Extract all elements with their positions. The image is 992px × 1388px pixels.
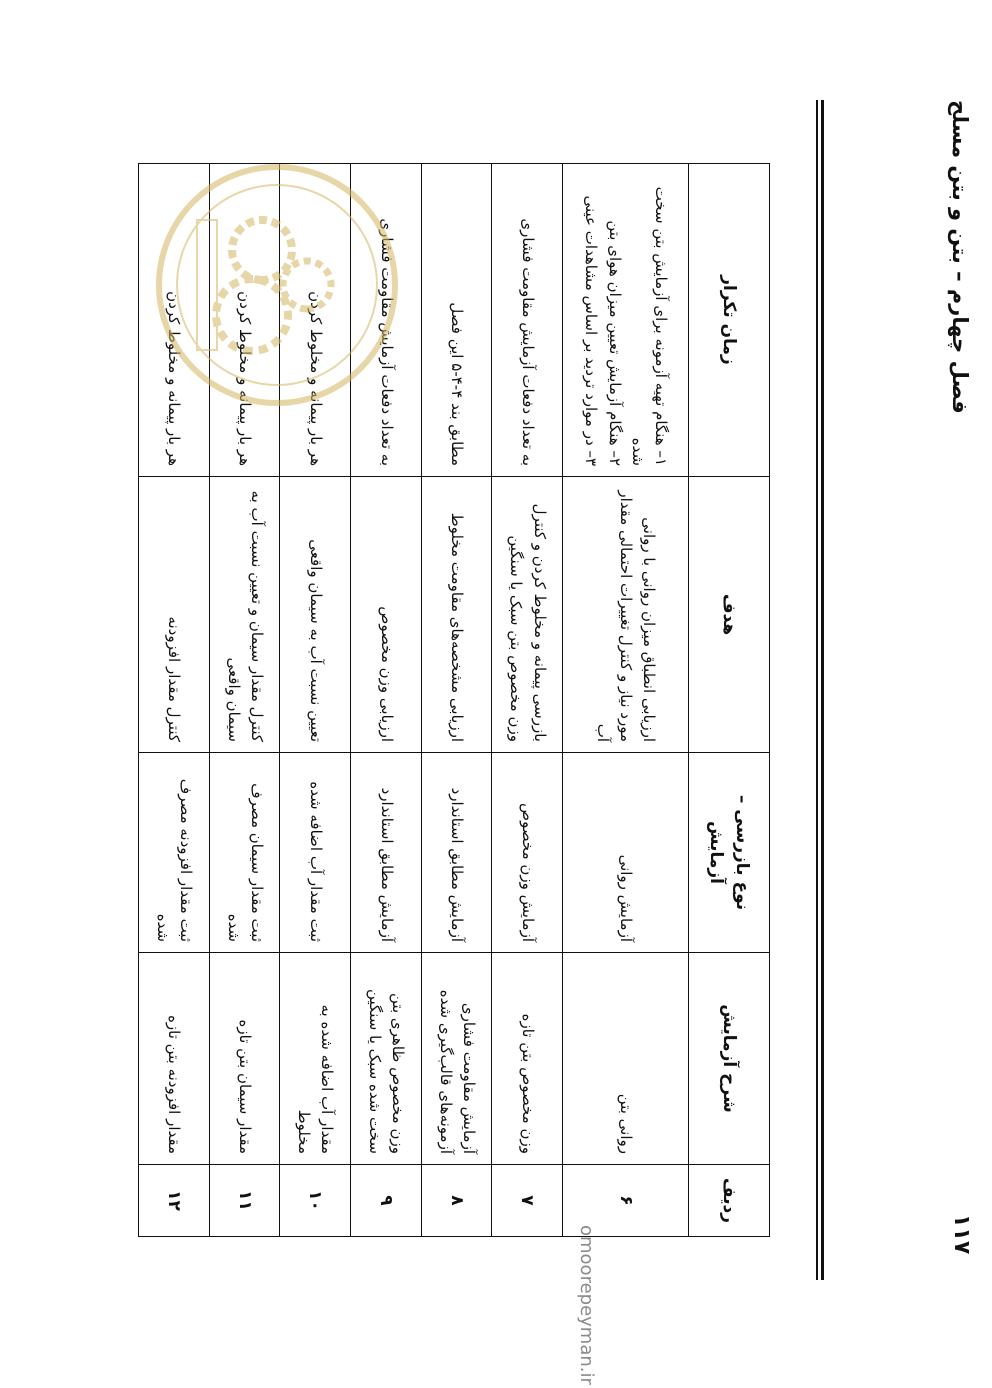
header-rule	[821, 100, 824, 1280]
frequency-cell	[421, 164, 492, 477]
frequency-line: به تعداد دفعات آزمایش مقاومت فشاری	[377, 218, 396, 466]
type-cell: آزمایش مطابق استاندارد	[351, 753, 422, 953]
header-description: شرح آزمایش	[689, 953, 770, 1165]
row-number-cell: ۸	[421, 1165, 492, 1237]
type-cell: ثبت مقدار آب اضافه شده	[280, 753, 351, 953]
row-number-cell: ۹	[351, 1165, 422, 1237]
goal-cell: کنترل مقدار افزودنه	[139, 477, 210, 753]
table-row	[563, 164, 689, 1237]
description-cell: وزن مخصوص ظاهری بتن سخت شده سبک یا سنگین	[351, 953, 422, 1165]
goal-cell: تعیین نسبت آب به سیمان واقعی	[280, 477, 351, 753]
description-cell: مقدار آب اضافه شده به مخلوط	[280, 953, 351, 1165]
header-type: نوع بازرسی – آزمایش	[689, 753, 770, 953]
goal-cell: ارزیابی مشخصه‌های مقاومت مخلوط	[421, 477, 492, 753]
frequency-line: هر بار پیمانه و مخلوط کردن	[236, 291, 255, 466]
header-row-number: ردیف	[689, 1165, 770, 1237]
frequency-cell	[563, 164, 689, 477]
type-cell: آزمایش مطابق استاندارد	[421, 753, 492, 953]
frequency-line: ۳– در موارد تردید بر اساس مشاهدات عینی	[582, 195, 601, 466]
table-row	[421, 164, 492, 1237]
description-cell: مقدار افزودنه بتن تازه	[139, 953, 210, 1165]
header-frequency: زمان تکرار	[689, 164, 770, 477]
table-header-row	[689, 164, 770, 1237]
goal-cell: ارزیابی وزن مخصوص	[351, 477, 422, 753]
frequency-line: ۱– هنگام تهیه آزمونه برای آزمایش بتن سخت شده	[628, 186, 671, 466]
row-number-cell: ۱۱	[209, 1165, 280, 1237]
description-cell: مقدار سیمان بتن تازه	[209, 953, 280, 1165]
goal-cell: کنترل مقدار سیمان و تعیین نسبت آب به سیمان واقعی	[209, 477, 280, 753]
frequency-line: هر بار پیمانه و مخلوط کردن	[165, 291, 184, 466]
description-cell: وزن مخصوص بتن تازه	[492, 953, 563, 1165]
goal-cell: ارزیابی انطباق میزان روانی با روانی مورد نیاز و کنترل تغییرات احتمالی مقدار آب	[563, 477, 689, 753]
footer-site-url: omoorepeyman.ir	[576, 1225, 597, 1385]
goal-cell: بازرسی پیمانه و مخلوط کردن و کنترل وزن مخصوص بتن سبک یا سنگین	[492, 477, 563, 753]
frequency-line: مطابق بند ۴-۴-۵ این فصل	[448, 302, 467, 466]
row-number-cell: ۱۰	[280, 1165, 351, 1237]
type-cell: ثبت مقدار افزودنه مصرف شده	[139, 753, 210, 953]
description-cell: روانی بتن	[563, 953, 689, 1165]
frequency-line: هر بار پیمانه و مخلوط کردن	[306, 291, 325, 466]
row-number-cell: ۱۲	[139, 1165, 210, 1237]
description-cell: آزمایش مقاومت فشاری آزمونه‌های قالب‌گیری شده	[421, 953, 492, 1165]
header-rule-thin	[816, 100, 818, 1280]
header-goal: هدف	[689, 477, 770, 753]
row-number-cell: ۶	[563, 1165, 689, 1237]
frequency-line: به تعداد دفعات آزمایش مقاومت فشاری	[518, 218, 537, 466]
frequency-cell	[492, 164, 563, 477]
chapter-title: فصل چهارم – بتن و بتن مسلح	[948, 100, 972, 414]
type-cell: آزمایش وزن مخصوص	[492, 753, 563, 953]
row-number-cell: ۷	[492, 1165, 563, 1237]
watermark-seal	[152, 160, 402, 410]
page-number: ۱۱۷	[949, 1214, 974, 1255]
type-cell: ثبت مقدار سیمان مصرف شده	[209, 753, 280, 953]
type-cell: آزمایش روانی	[563, 753, 689, 953]
table-row	[492, 164, 563, 1237]
frequency-line: ۲– هنگام آزمایش تعیین میزان هوای بتن	[605, 220, 624, 466]
